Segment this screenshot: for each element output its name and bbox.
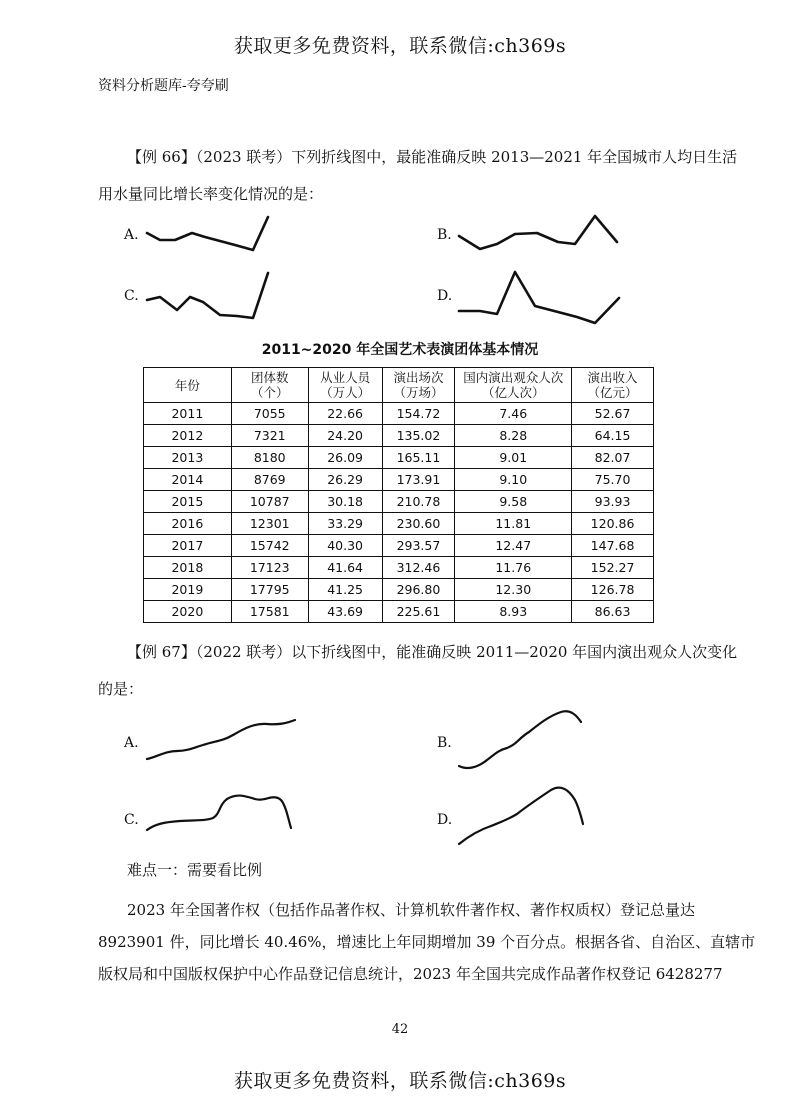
table-cell: 2019 — [144, 579, 232, 601]
table-cell: 93.93 — [572, 491, 654, 513]
table-cell: 2012 — [144, 425, 232, 447]
header-troupe-count: 团体数 （个） — [231, 368, 308, 403]
q66-d-polyline — [459, 272, 619, 323]
q67-a-curve-path — [147, 720, 295, 759]
table-row — [144, 469, 654, 491]
table-row — [144, 557, 654, 579]
table-cell: 26.29 — [308, 469, 382, 491]
table-cell: 8769 — [231, 469, 308, 491]
q66-option-d-label[interactable]: D. — [437, 288, 453, 304]
table-cell: 9.01 — [455, 447, 572, 469]
q66-option-a-label[interactable]: A. — [124, 227, 139, 243]
table-row — [144, 425, 654, 447]
q67-c-curve-path — [147, 796, 291, 830]
table-cell: 210.78 — [382, 491, 455, 513]
q67-text-line2: 的是： — [98, 680, 144, 698]
table-cell: 225.61 — [382, 601, 455, 623]
table-cell: 154.72 — [382, 403, 455, 425]
table-row — [144, 535, 654, 557]
table-cell: 17795 — [231, 579, 308, 601]
table-cell: 52.67 — [572, 403, 654, 425]
header-year: 年份 — [144, 368, 232, 403]
table-cell: 43.69 — [308, 601, 382, 623]
table-cell: 2016 — [144, 513, 232, 535]
header-performances: 演出场次 （万场） — [382, 368, 455, 403]
header-title: 资料分析题库-夸夸刷 — [98, 78, 229, 94]
table-cell: 33.29 — [308, 513, 382, 535]
table-cell: 12301 — [231, 513, 308, 535]
table-cell: 75.70 — [572, 469, 654, 491]
q67-option-d-curve — [457, 784, 587, 849]
q67-option-a-label[interactable]: A. — [124, 735, 139, 751]
table-row — [144, 491, 654, 513]
q67-text-line1: 【例 67】（2022 联考）以下折线图中，能准确反映 2011—2020 年国内演出观众人次变化 — [127, 643, 738, 661]
table-cell: 7055 — [231, 403, 308, 425]
q66-b-polyline — [459, 216, 617, 249]
q66-option-c-label[interactable]: C. — [124, 288, 139, 304]
q67-d-curve-path — [459, 788, 583, 844]
table-cell: 2014 — [144, 469, 232, 491]
table-cell: 8.93 — [455, 601, 572, 623]
q66-option-a-line-chart — [145, 212, 275, 257]
table-cell: 7.46 — [455, 403, 572, 425]
table-cell: 26.09 — [308, 447, 382, 469]
header-domestic-audience: 国内演出观众人次 （亿人次） — [455, 368, 572, 403]
table-cell: 165.11 — [382, 447, 455, 469]
table-cell: 2011 — [144, 403, 232, 425]
page-number: 42 — [391, 1022, 409, 1037]
table-cell: 12.47 — [455, 535, 572, 557]
table-cell: 2020 — [144, 601, 232, 623]
q67-option-b-curve — [457, 708, 587, 774]
table-cell: 147.68 — [572, 535, 654, 557]
table-cell: 41.25 — [308, 579, 382, 601]
table-body — [144, 403, 654, 623]
table-cell: 12.30 — [455, 579, 572, 601]
table-cell: 2013 — [144, 447, 232, 469]
q67-option-d-label[interactable]: D. — [437, 812, 453, 828]
q66-option-c-line-chart — [145, 270, 275, 325]
table-row — [144, 579, 654, 601]
table-cell: 17123 — [231, 557, 308, 579]
table-row — [144, 447, 654, 469]
header-employees: 从业人员 （万人） — [308, 368, 382, 403]
table-row — [144, 601, 654, 623]
table-cell: 82.07 — [572, 447, 654, 469]
paragraph-line3: 版权局和中国版权保护中心作品登记信息统计，2023 年全国共完成作品著作权登记 6428277 — [98, 965, 723, 983]
table-cell: 8.28 — [455, 425, 572, 447]
q66-text-line1: 【例 66】（2023 联考）下列折线图中，最能准确反映 2013—2021 年全国城市人均日生活 — [127, 148, 738, 166]
paragraph-line2: 8923901 件，同比增长 40.46%，增速比上年同期增加 39 个百分点。根据各省、自治区、直辖市 — [98, 933, 756, 951]
difficulty-note: 难点一：需要看比例 — [127, 861, 263, 879]
q66-option-b-line-chart — [457, 212, 622, 257]
watermark-banner-top: 获取更多免费资料，联系微信:ch369s — [233, 35, 567, 57]
q66-a-polyline — [147, 217, 268, 250]
watermark-banner-bottom: 获取更多免费资料，联系微信:ch369s — [233, 1070, 567, 1092]
q67-option-c-curve — [145, 788, 300, 833]
table-title: 2011~2020 年全国艺术表演团体基本情况 — [261, 342, 539, 358]
table-header-row — [144, 368, 654, 403]
q66-text-line2: 用水量同比增长率变化情况的是： — [98, 185, 324, 203]
table-cell: 7321 — [231, 425, 308, 447]
q66-c-polyline — [147, 273, 268, 318]
table-cell: 11.81 — [455, 513, 572, 535]
table-cell: 41.64 — [308, 557, 382, 579]
table-cell: 2017 — [144, 535, 232, 557]
table-cell: 9.58 — [455, 491, 572, 513]
table-cell: 293.57 — [382, 535, 455, 557]
table-cell: 40.30 — [308, 535, 382, 557]
table-cell: 120.86 — [572, 513, 654, 535]
table-cell: 10787 — [231, 491, 308, 513]
q66-option-b-label[interactable]: B. — [437, 227, 452, 243]
table-cell: 2018 — [144, 557, 232, 579]
table-cell: 30.18 — [308, 491, 382, 513]
table-cell: 15742 — [231, 535, 308, 557]
data-table — [143, 367, 654, 623]
table-row — [144, 403, 654, 425]
table-cell: 126.78 — [572, 579, 654, 601]
table-cell: 152.27 — [572, 557, 654, 579]
table-cell: 17581 — [231, 601, 308, 623]
q67-option-a-curve — [145, 715, 300, 765]
table-cell: 86.63 — [572, 601, 654, 623]
table-cell: 8180 — [231, 447, 308, 469]
q67-b-curve-path — [459, 711, 581, 768]
q67-option-b-label[interactable]: B. — [437, 735, 452, 751]
table-cell: 135.02 — [382, 425, 455, 447]
table-cell: 173.91 — [382, 469, 455, 491]
table-cell: 64.15 — [572, 425, 654, 447]
q67-option-c-label[interactable]: C. — [124, 812, 139, 828]
paragraph-line1: 2023 年全国著作权（包括作品著作权、计算机软件著作权、著作权质权）登记总量达 — [127, 901, 695, 919]
q66-option-d-line-chart — [457, 268, 622, 328]
table-cell: 2015 — [144, 491, 232, 513]
table-cell: 24.20 — [308, 425, 382, 447]
table-cell: 230.60 — [382, 513, 455, 535]
table-cell: 11.76 — [455, 557, 572, 579]
table-cell: 312.46 — [382, 557, 455, 579]
table-row — [144, 513, 654, 535]
table-cell: 9.10 — [455, 469, 572, 491]
table-cell: 22.66 — [308, 403, 382, 425]
table-cell: 296.80 — [382, 579, 455, 601]
header-revenue: 演出收入 （亿元） — [572, 368, 654, 403]
